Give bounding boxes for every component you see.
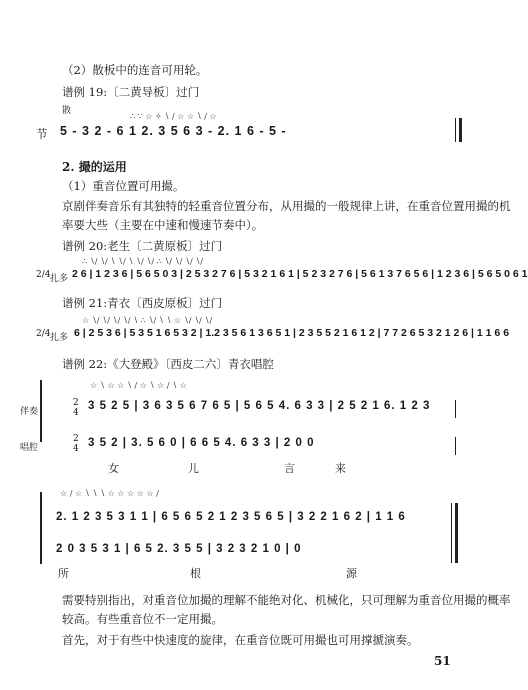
ex19-san-mark: 散: [62, 106, 72, 116]
ex22-acc2-ornaments: ☆ ∕ ☆ ∖ ∖ ∖ ☆ ☆ ☆ ☆ ☆ ∕: [60, 489, 159, 498]
ex22-acc1-notes: 3 5 2 5 | 3 6 3 5 6 7 6 5 | 5 6 5 4. 6 3 3 | 2 5 2 1 6. 1 2 3: [88, 400, 431, 412]
ex22-system1-bracket: [40, 380, 42, 442]
ex22-voc1-end-bar: [455, 437, 456, 455]
ex21-time-sig: 2/4: [36, 329, 51, 339]
paragraph-lianyin: （2）散板中的连音可用轮。: [62, 63, 208, 77]
ex21-notes: 6 | 2 5 3 6 | 5 3 5 1 6 5 3 2 | 1.2 3 5 6 1 3 6 5 1 | 2 3 5 5 2 1 6 1 2 | 7 7 2 6 5 3 2 1 2 6 | 1 1 6 6: [74, 327, 510, 339]
ex22-voc2-notes: 2 0 3 5 3 1 | 6 5 2. 3 5 5 | 3 2 3 2 1 0 | 0: [56, 543, 302, 555]
paragraph-note-b: 较高。有些重音位不一定用撮。: [62, 612, 223, 626]
ex19-label: 节: [36, 127, 48, 141]
ex22-acc1-time-bottom: 4: [73, 408, 79, 418]
ex20-ornaments: ∴ ∖∕ ∖∕ ∖ ∖∕ ∖ ∖∕ ∖∕ ∴ ∖∕ ∖∕ ∖∕ ∖∕: [82, 257, 203, 266]
ex22-system2-bracket: [40, 492, 42, 564]
ex22-acc1-ornaments: ☆ ∖ ☆ ☆ ∖ ∕ ☆ ∖ ☆ ∕ ∖ ☆: [90, 381, 187, 390]
ex21-label: 扎多: [50, 333, 69, 343]
ex22-acc2-notes: 2. 1 2 3 5 3 1 1 | 6 5 6 5 2 1 2 3 5 6 5 | 3 2 2 1 6 2 | 1 1 6: [56, 511, 406, 523]
ex21-ornaments: ☆ ∖∕ ∖∕ ∖∕ ∖∕ ∖ ∴ ∖∕ ∖ ∖ ☆ ∖∕ ∖∕ ∖∕: [82, 316, 213, 325]
ex22-lyric2-2: 源: [346, 567, 357, 580]
ex22-voc1-time-top: 2: [73, 434, 79, 444]
paragraph-beat-a: 京剧伴奏音乐有其独特的轻重音位置分布，从用撮的一般规律上讲，在重音位置用撮的机: [62, 199, 511, 213]
ex22-system2-end-bar: [451, 503, 452, 563]
ex19-notes: 5 - 3 2 - 6 1 2. 3 5 6 3 - 2. 1 6 - 5 -: [60, 124, 287, 138]
example-22-caption: 谱例 22:《大登殿》〔西皮二六〕青衣唱腔: [62, 357, 274, 371]
ex22-acc1-time-top: 2: [73, 398, 79, 408]
ex22-acc-label: 伴奏: [20, 407, 39, 417]
ex19-end-bar: [455, 118, 456, 142]
ex19-end-bar-thick: [459, 118, 462, 142]
ex22-system2-end-bar-thick: [455, 503, 458, 563]
ex19-ornaments: ∴ ∵ ☆ ✧ ∖ ∕ ☆ ☆ ∖ ∕ ☆: [130, 112, 217, 121]
example-21-caption: 谱例 21:青衣〔西皮原板〕过门: [62, 296, 223, 310]
ex22-lyric1-2: 言: [284, 462, 295, 475]
paragraph-note-a: 需要特别指出，对重音位加撮的理解不能绝对化、机械化，只可理解为重音位用撮的概率: [62, 593, 511, 607]
section-heading: 2. 撮的运用: [62, 160, 127, 174]
ex22-voc1-time-bottom: 4: [73, 444, 79, 454]
example-20-caption: 谱例 20:老生〔二黄原板〕过门: [62, 239, 223, 253]
ex22-lyric2-1: 根: [190, 567, 201, 580]
ex22-lyric1-3: 来: [335, 462, 346, 475]
ex20-label: 扎多: [50, 274, 69, 284]
page-number: 51: [434, 654, 451, 668]
ex20-time-sig: 2/4: [36, 270, 51, 280]
ex22-lyric2-0: 所: [58, 567, 69, 580]
ex22-voc1-notes: 3 5 2 | 3. 5 6 0 | 6 6 5 4. 6 3 3 | 2 0 0: [88, 437, 315, 449]
paragraph-first: 首先，对于有些中快速度的旋律，在重音位既可用撮也可用撑搋演奏。: [62, 633, 419, 647]
ex22-lyric1-0: 女: [108, 462, 119, 475]
ex20-notes: 2 6 | 1 2 3 6 | 5 6 5 0 3 | 2 5 3 2 7 6 | 5 3 2 1 6 1 | 5 2 3 2 7 6 | 5 6 1 3 7 6 5 6 | 1 2 3 6 | 5 6 5 0 6 1: [72, 268, 528, 280]
ex22-acc1-end-bar: [455, 400, 456, 418]
paragraph-beat-b: 率要大些（主要在中速和慢速节奏中）。: [62, 218, 264, 232]
paragraph-zhongyin: （1）重音位置可用撮。: [62, 179, 185, 193]
ex22-lyric1-1: 儿: [188, 462, 199, 475]
ex22-vocal-label: 唱腔: [20, 443, 39, 453]
example-19-caption: 谱例 19:〔二黄导板〕过门: [62, 85, 200, 99]
